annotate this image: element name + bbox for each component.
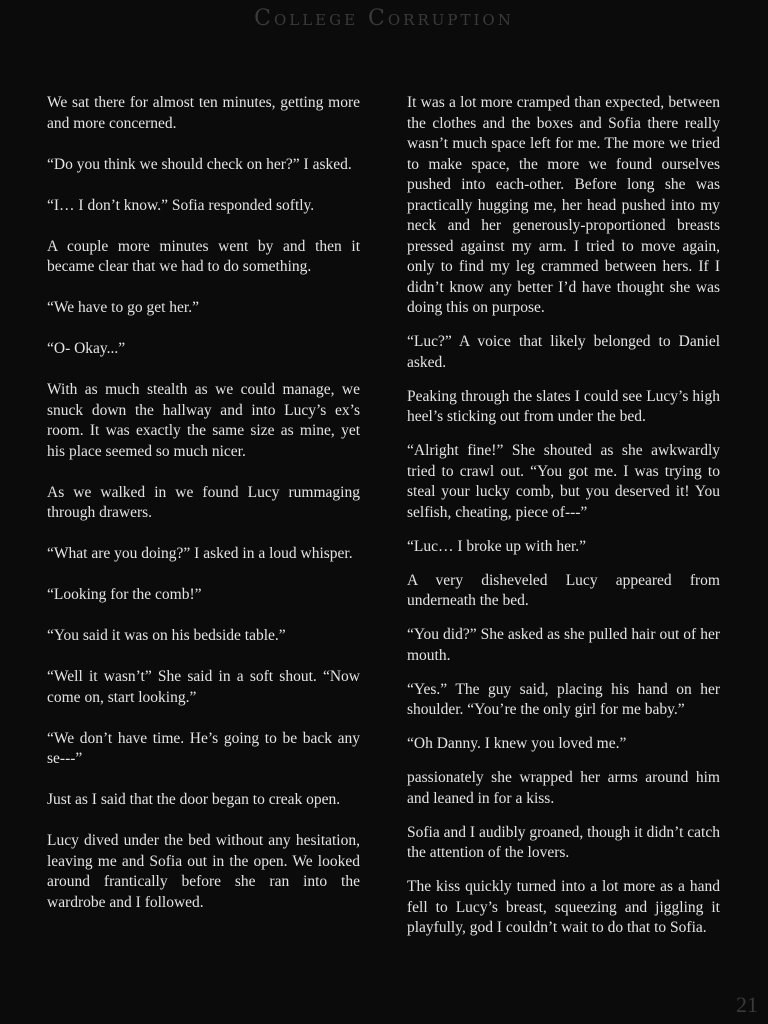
paragraph: With as much stealth as we could manage, we snuck down the hallway and into Lucy’s ex’s room. It was exactly the same size as mine, yet his place seemed so much nicer. [47,381,360,460]
paragraph: “Looking for the comb!” [47,586,202,603]
paragraph: “Luc… I broke up with her.” [407,537,587,555]
paragraph: A very disheveled Lucy appeared from underneath the bed. [407,571,720,609]
paragraph: “You said it was on his bedside table.” [47,627,286,644]
paragraph: “I… I don’t know.” Sofia responded softly. [47,196,315,214]
paragraph: passionately she wrapped her arms around him and leaned in for a kiss. [407,769,720,807]
paragraph: Sofia and I audibly groaned, though it didn’t catch the attention of the lovers. [407,823,720,861]
paragraph: “Yes.” The guy said, placing his hand on her shoulder. “You’re the only girl for me baby.” [407,680,720,718]
paragraph: “What are you doing?” I asked in a loud whisper. [47,545,353,562]
paragraph: “Alright fine!” She shouted as she awkwardly tried to crawl out. “You got me. I was trying to steal your lucky comb, but you deserved it! You selfish, cheating, piece of---” [407,442,720,521]
left-text-column [47,93,360,934]
paragraph: “Well it wasn’t” She said in a soft shout. “Now come on, start looking.” [47,668,360,706]
paragraph: It was a lot more cramped than expected, between the clothes and the boxes and Sofia there really wasn’t much space left for me. The more we tried to make space, the more we found ourselves pushed into each-other. Before long she was practically hugging me, her head pushed into my neck and her generously-proportioned breasts pressed against my arm. I tried to move again, only to find my leg crammed between hers. If I didn’t know any better I’d have thought she was doing this on purpose. [407,94,720,316]
paragraph: “Oh Danny. I knew you loved me.” [407,735,627,752]
paragraph: “You did?” She asked as she pulled hair out of her mouth. [407,626,720,664]
paragraph: “We have to go get her.” [47,299,199,316]
paragraph: As we walked in we found Lucy rummaging through drawers. [47,483,360,521]
paragraph: “We don’t have time. He’s going to be back any se---” [47,729,360,767]
paragraph: Lucy dived under the bed without any hesitation, leaving me and Sofia out in the open. We looked around frantically before she ran into the wardrobe and I followed. [47,832,360,911]
paragraph: “Luc?” A voice that likely belonged to Daniel asked. [407,333,720,371]
paragraph: The kiss quickly turned into a lot more as a hand fell to Lucy’s breast, squeezing and jiggling it playfully, god I couldn’t wait to do that to Sofia. [407,878,720,936]
running-header: College Corruption [254,6,514,31]
page-number: 21 [736,992,758,1017]
paragraph: Just as I said that the door began to creak open. [47,791,341,808]
paragraph: Peaking through the slates I could see Lucy’s high heel’s sticking out from under the bed. [407,387,720,425]
paragraph: A couple more minutes went by and then it became clear that we had to do something. [47,237,360,275]
right-text-column [407,93,720,952]
paragraph: We sat there for almost ten minutes, getting more and more concerned. [47,94,360,132]
paragraph: “Do you think we should check on her?” I asked. [47,155,352,173]
paragraph: “O- Okay...” [47,340,126,357]
